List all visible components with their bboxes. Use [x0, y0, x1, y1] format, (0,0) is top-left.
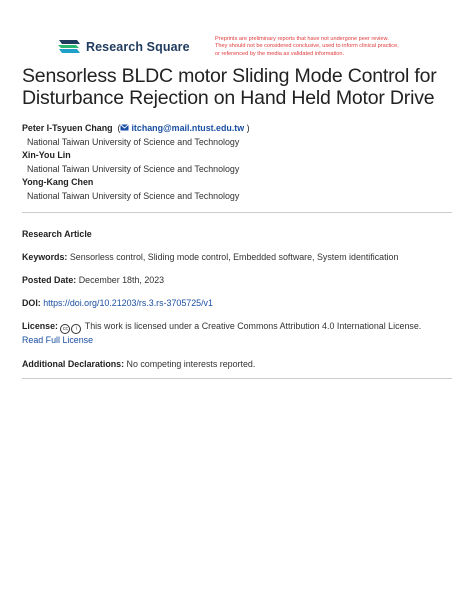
divider: [22, 378, 452, 379]
read-full-license-link[interactable]: Read Full License: [22, 335, 94, 345]
declarations-label: Additional Declarations:: [22, 359, 125, 369]
envelope-icon: [120, 124, 129, 131]
author-name: Peter I-Tsyuen Chang: [22, 123, 113, 133]
doi-row: [22, 297, 452, 311]
license-row: [22, 320, 452, 348]
posted-date-value: December 18th, 2023: [78, 275, 165, 285]
doi-label: DOI:: [22, 298, 41, 308]
attribution-icon: i: [71, 324, 81, 334]
keywords-value: Sensorless control, Sliding mode control, Embedded software, System identification: [69, 252, 399, 262]
author-affiliation: National Taiwan University of Science and Technology: [27, 136, 240, 147]
article-type: Research Article: [22, 229, 92, 239]
notice-line: Preprints are preliminary reports that have not undergone peer review.: [215, 36, 389, 42]
divider: [22, 212, 452, 213]
email-wrapper: ( itchang@mail.ntust.edu.tw ): [115, 123, 250, 133]
author-name: Yong-Kang Chen: [22, 177, 94, 188]
declarations-row: [22, 358, 452, 372]
notice-line: or referenced by the media as validated information.: [215, 50, 345, 57]
author-row: [22, 122, 462, 136]
header: [0, 0, 474, 68]
creative-commons-icon: cc: [60, 324, 70, 334]
posted-date-label: Posted Date:: [22, 275, 77, 285]
article-type-row: [22, 228, 452, 242]
doi-link[interactable]: https://doi.org/10.21203/rs.3.rs-3705725/v1: [43, 298, 213, 308]
declarations-value: No competing interests reported.: [126, 359, 256, 369]
paper-title: Sensorless BLDC motor Sliding Mode Control for Disturbance Rejection on Hand Held Motor Drive: [22, 65, 437, 109]
posted-date-row: [22, 274, 452, 288]
keywords-row: [22, 251, 452, 265]
research-square-logo[interactable]: [57, 38, 190, 55]
notice-line: They should not be considered conclusive, used to inform clinical practice,: [215, 43, 399, 50]
research-square-logo-icon: [57, 38, 81, 55]
author-affiliation: National Taiwan University of Science and Technology: [27, 163, 240, 174]
keywords-label: Keywords:: [22, 252, 68, 262]
brand-name: Research Square: [86, 39, 190, 54]
license-text: This work is licensed under a Creative Commons Attribution 4.0 International License.: [84, 321, 422, 331]
preprint-notice: [215, 36, 450, 58]
author-affiliation: National Taiwan University of Science and Technology: [27, 190, 240, 201]
license-label: License:: [22, 321, 59, 331]
author-name: Xin-You Lin: [22, 150, 71, 161]
author-email-link[interactable]: itchang@mail.ntust.edu.tw: [131, 123, 245, 133]
author-list: [22, 122, 462, 204]
